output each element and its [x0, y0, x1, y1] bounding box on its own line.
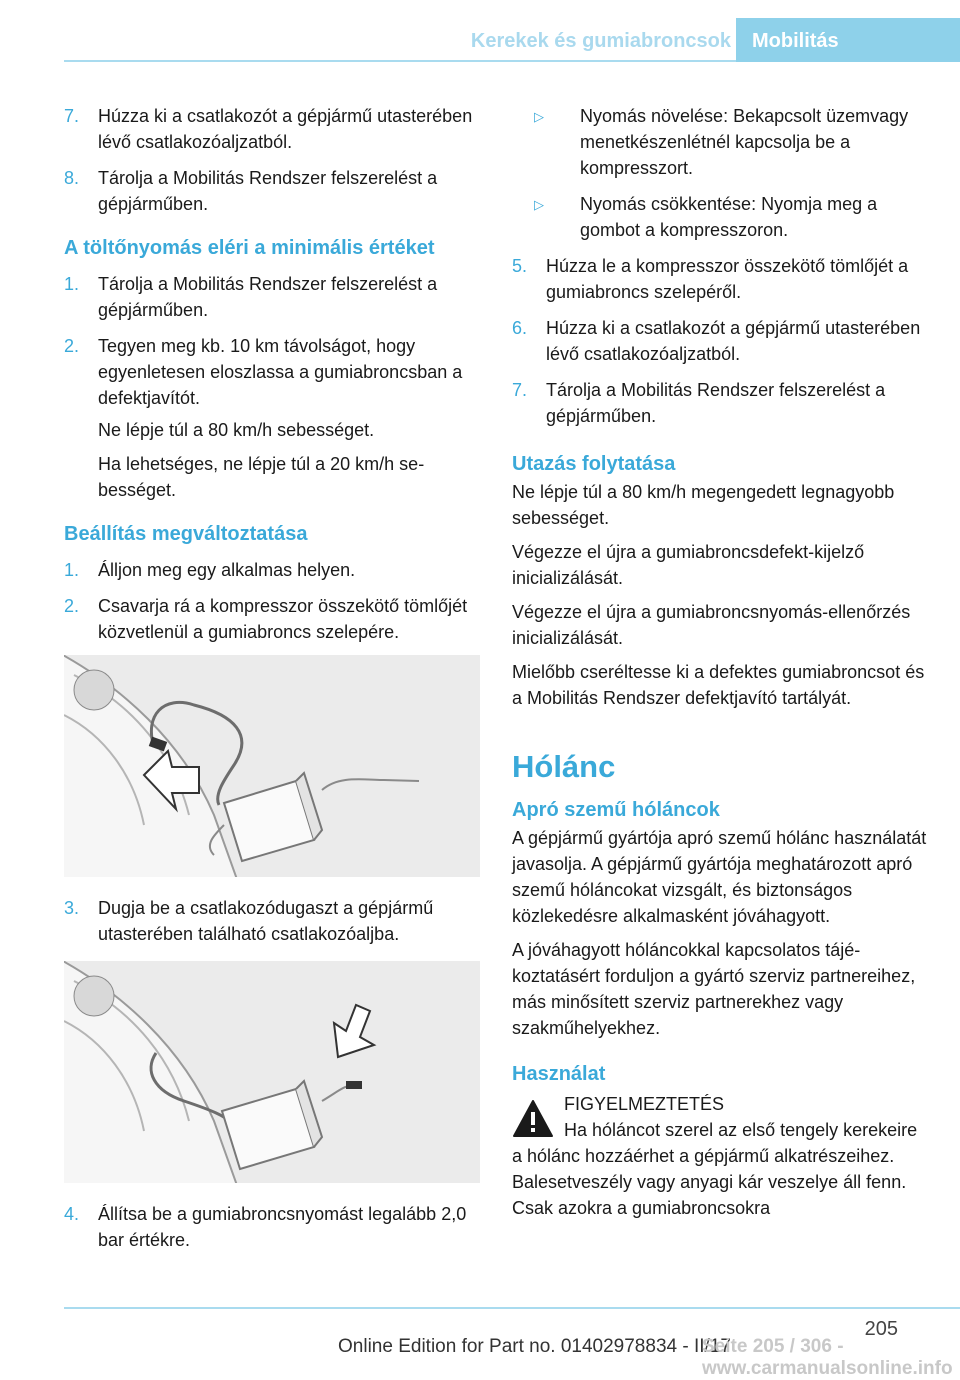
paragraph: Végezze el újra a gumiabroncsnyomás-ellenőrzés inicializálását.	[512, 602, 911, 648]
header-chapter-tab: Mobilitás	[736, 18, 960, 62]
warning-triangle-icon	[512, 1099, 554, 1139]
heading-change-setting: Beállítás megváltoztatása	[64, 523, 308, 545]
triangle-bullet-icon: ▷	[534, 197, 544, 212]
list-item: 8. Tárolja a Mobilitás Rendszer felszerelést a gépjárműben.	[64, 168, 438, 214]
list-item: 7. Tárolja a Mobilitás Rendszer felszerelést a gépjárműben.	[512, 380, 886, 426]
edition-text: Online Edition for Part no. 01402978834 - II/17	[338, 1336, 731, 1357]
paragraph: A gépjármű gyártója apró szemű hólánc használatát javasolja. A gépjármű gyártója meghatározott apró szemű hóláncokat vizsgált, és biztonságos közlekedésre alkalmasként jóváhagyott.	[512, 828, 927, 926]
illustration-hose-to-valve	[64, 655, 480, 877]
list-item: 1. Tárolja a Mobilitás Rendszer felszerelést a gépjárműben.	[64, 274, 438, 320]
warning-text: Ha hóláncot szerel az első tengely kerekeire a hólánc hozzáérhet a gépjármű alkatrészeihez. Balesetveszély vagy anyagi kár veszelye áll fenn. Csak azokra a gumiabroncsokra	[512, 1120, 918, 1218]
note-text: Ha lehetséges, ne lépje túl a 20 km/h sebességet.	[98, 454, 425, 500]
sub-list-item: ▷ Nyomás csökkentése: Nyomja meg a gombot a kompresszoron.	[534, 194, 878, 240]
paragraph: A jóváhagyott hóláncokkal kapcsolatos tájékoztatásért forduljon a gyártó szerviz partnereihez, más minősített szerviz partnerekhez vagy szakműhelyekhez.	[512, 940, 916, 1038]
heading-usage: Használat	[512, 1063, 606, 1085]
right-column	[512, 103, 928, 1221]
footer-rule	[64, 1307, 960, 1309]
list-item: 6. Húzza ki a csatlakozót a gépjármű utasterében lévő csatlakozóaljzatból.	[512, 318, 921, 364]
list-item: 1. Álljon meg egy alkalmas helyen.	[64, 560, 356, 580]
sub-list-item: ▷ Nyomás növelése: Bekapcsolt üzemvagy menetkészenlétnél kapcsolja be a kompresszort.	[534, 106, 909, 178]
watermark-text: Seite 205 / 306 - www.carmanualsonline.info	[702, 1336, 953, 1379]
page-number: 205	[864, 1318, 898, 1340]
left-column	[64, 103, 480, 1263]
list-item: 4. Állítsa be a gumiabroncsnyomást legalább 2,0 bar értékre.	[64, 1204, 467, 1250]
paragraph: Végezze el újra a gumiabroncsdefekt-kijelző inicializálását.	[512, 542, 865, 588]
warning-title: FIGYELMEZTETÉS	[564, 1094, 725, 1114]
heading-minimum-pressure: A töltőnyomás eléri a minimális értéket	[64, 237, 435, 259]
warning-box	[512, 1091, 928, 1117]
list-item: 7. Húzza ki a csatlakozót a gépjármű utasterében lévő csatlakozóaljzatból.	[64, 106, 473, 152]
heading-continue-journey: Utazás folytatása	[512, 453, 676, 475]
list-item: 3. Dugja be a csatlakozódugaszt a gépjármű utasterében található csatlakozóaljba.	[64, 898, 434, 944]
paragraph: Mielőbb cseréltesse ki a defektes gumiabroncsot és a Mobilitás Rendszer defektjavító tartályát.	[512, 662, 925, 708]
triangle-bullet-icon: ▷	[534, 109, 544, 124]
heading-snow-chains: Hólánc	[512, 749, 616, 784]
list-item: 5. Húzza le a kompresszor összekötő tömlőjét a gumiabroncs szelepéről.	[512, 256, 909, 302]
header-section-title: Kerekek és gumiabroncsok	[470, 30, 731, 52]
illustration-plug-socket	[64, 961, 480, 1183]
list-item: 2. Tegyen meg kb. 10 km távolságot, hogy egyenletesen eloszlassa a gumiabroncsban a defektjavítót.	[64, 336, 463, 408]
list-item: 2. Csavarja rá a kompresszor összekötő tömlőjét közvetlenül a gumiabroncs szelepére.	[64, 596, 468, 642]
paragraph: Ne lépje túl a 80 km/h megengedett legnagyobb sebességet.	[512, 482, 895, 528]
heading-fine-mesh-chains: Apró szemű hóláncok	[512, 799, 720, 821]
note-text: Ne lépje túl a 80 km/h sebességet.	[98, 420, 375, 440]
